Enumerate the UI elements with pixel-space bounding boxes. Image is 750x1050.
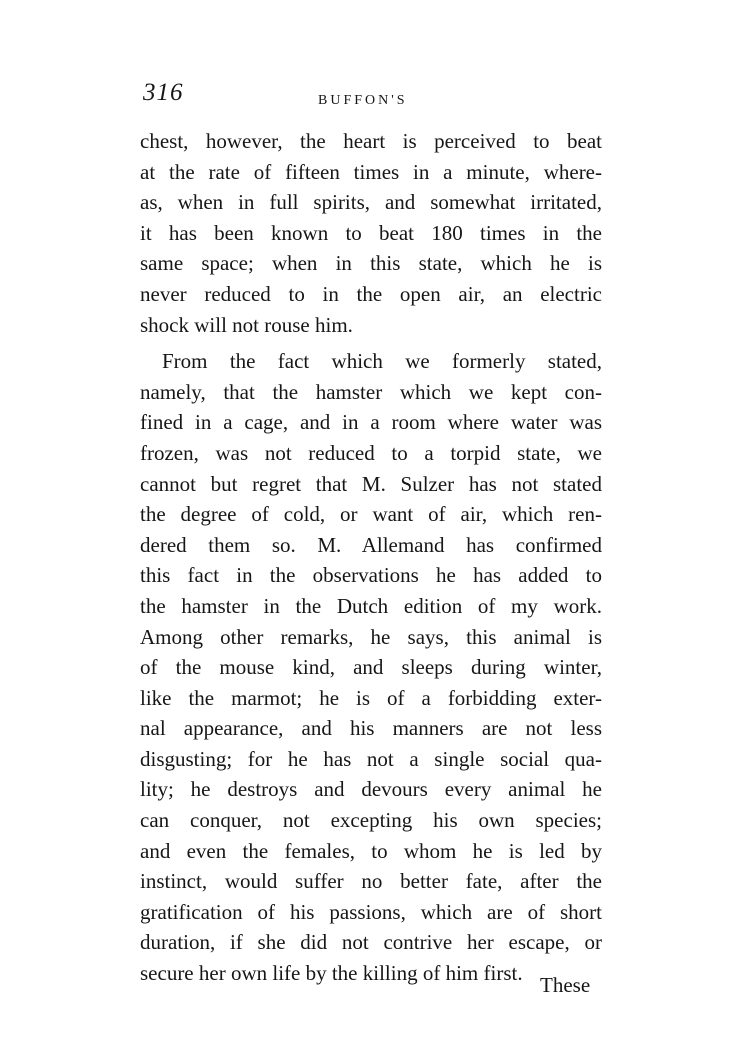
running-title: BUFFON'S <box>318 93 408 108</box>
text-line: of the mouse kind, and sleeps during winter, <box>140 655 602 680</box>
text-line: this fact in the observations he has added to <box>140 563 602 588</box>
text-line: shock will not rouse him. <box>140 312 353 337</box>
text-line: as, when in full spirits, and somewhat irritated, <box>140 190 602 215</box>
text-line: the hamster in the Dutch edition of my work. <box>140 593 602 618</box>
text-line: at the rate of fifteen times in a minute, where- <box>140 159 602 184</box>
paragraph <box>140 126 602 340</box>
text-line: it has been known to beat 180 times in the <box>140 220 602 245</box>
text-line: instinct, would suffer no better fate, after the <box>140 869 602 894</box>
catchword: These <box>540 973 591 997</box>
paragraph <box>140 346 602 988</box>
text-line: lity; he destroys and devours every animal he <box>140 777 602 802</box>
text-line: duration, if she did not contrive her escape, or <box>140 930 602 955</box>
body-text <box>140 126 602 989</box>
text-line: frozen, was not reduced to a torpid state, we <box>140 440 602 465</box>
text-line: From the fact which we formerly stated, <box>162 349 602 374</box>
text-line: Among other remarks, he says, this animal is <box>140 624 602 649</box>
text-line: nal appearance, and his manners are not less <box>140 716 602 741</box>
text-line: can conquer, not excepting his own species; <box>140 808 602 833</box>
text-line: and even the females, to whom he is led by <box>140 838 602 863</box>
text-line: cannot but regret that M. Sulzer has not stated <box>140 471 602 496</box>
text-line: gratification of his passions, which are of short <box>140 899 602 924</box>
page-number: 316 <box>143 79 184 106</box>
text-line: never reduced to in the open air, an electric <box>140 281 602 306</box>
text-line: namely, that the hamster which we kept con- <box>140 379 602 404</box>
text-line: disgusting; for he has not a single social qua- <box>140 746 602 771</box>
text-line: secure her own life by the killing of him first. <box>140 961 523 986</box>
text-line: same space; when in this state, which he is <box>140 251 602 276</box>
text-line: like the marmot; he is of a forbidding exter- <box>140 685 602 710</box>
text-line: fined in a cage, and in a room where water was <box>140 410 602 435</box>
text-line: chest, however, the heart is perceived to beat <box>140 129 602 153</box>
text-line: dered them so. M. Allemand has confirmed <box>140 532 602 557</box>
text-line: the degree of cold, or want of air, which ren- <box>140 502 602 527</box>
